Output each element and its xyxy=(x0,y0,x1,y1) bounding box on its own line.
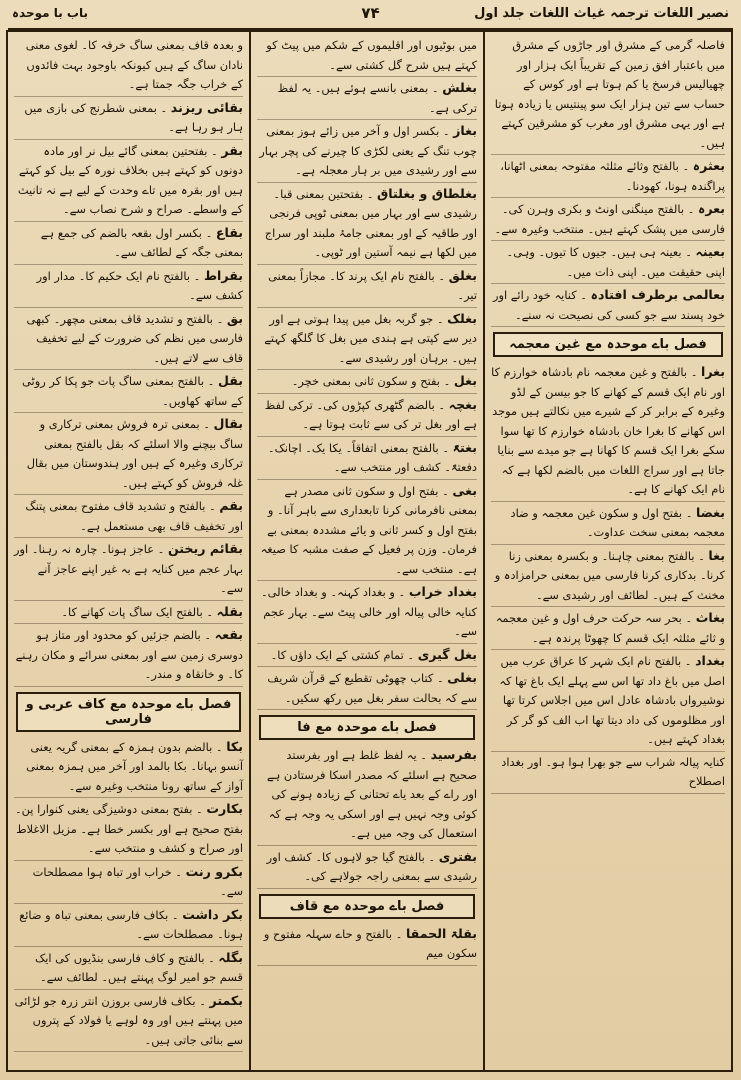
dictionary-entry: بغی ۔ بفتح اول و سکون ثانی مصدر ہے بمعنی نافرمانی کرنا تابعداری سے باہر آنا۔ و بفتح اول و کسر ثانی و یائے مشددہ بمعنی بے فرمان۔ وزن پر فعیل کے صفت مشبہ کا صیغہ ہے۔ منتخب سے۔ xyxy=(257,481,477,582)
entry-text: بفتحتین بمعنی قبا۔ رشیدی سے اور بہار میں بمعنی ٹوپی فرنجی اور طاقیہ کے اور بمعنی جامۂ ملبند اور سراج میں لکھا ہے نیمہ آستین اور ٹوپی۔ xyxy=(264,186,477,259)
entry-headword: بق xyxy=(226,310,243,326)
dictionary-entry: بقال ۔ بمعنی ترہ فروش بمعنی ترکاری و ساگ بیچنے والا اسلئے کہ بقل بالفتح بمعنی ترکاری وغیرہ کے ہیں اور ہندوستان میں بقال غلہ فروش کو کہتے ہیں۔ xyxy=(14,414,243,495)
entry-headword: بغاث xyxy=(695,610,725,625)
dictionary-entry: بغچہ ۔ بالضم گٹھری کپڑوں کی۔ ترکی لفظ ہے اور بغل تر کی سے ثابت ہوتا ہے۔ xyxy=(257,395,477,437)
section-heading: فصل باے موحدہ مع فا xyxy=(259,715,475,740)
entry-text: بمعنی بانسے ہوئے ہیں۔ یہ لفظ ترکی ہے۔ xyxy=(277,81,477,115)
entry-text: بالفتح ایک ساگ پات کھانے کا۔ xyxy=(61,604,203,619)
entry-headword: بفتری xyxy=(438,848,477,864)
entry-text: عاجز ہونا۔ چارہ نہ رہنا۔ اور بہار عجم میں کنایہ ہے بہ غیر اپنے عاجز آنے سے۔ xyxy=(14,542,243,595)
entry-text: تمام کشتی کے ایک داؤں کا۔ xyxy=(270,647,404,662)
entry-headword: بغاز xyxy=(453,123,477,138)
dictionary-entry: بکر داشت ۔ بکاف فارسی بمعنی تباہ و ضائع ہونا۔ مصطلحات سے۔ xyxy=(14,905,243,947)
entry-text: بالفتح بمعنی اتفاقاً۔ یکا یک۔ اچانک۔ دفعتۃً۔ کشف اور منتخب سے۔ xyxy=(267,440,477,474)
entry-headword: بغی xyxy=(452,482,477,498)
entry-text: بالضم بدون ہمزہ کے بمعنی گریہ یعنی آنسو بہانا۔ بکا بالمد اور آخر میں ہمزہ بمعنی آواز کے ساتھ رونا منتخب وغیرہ سے۔ xyxy=(26,739,243,793)
entry-text: بالفتح و حاے سہلہ مفتوح و سکون میم xyxy=(263,926,477,960)
dictionary-entry: بغلی ۔ کتاب چھوٹی تقطیع کے قرآن شریف سے کہ بحالت سفر بغل میں رکھ سکیں۔ xyxy=(257,668,477,710)
dictionary-entry: بفرسید ۔ یہ لفظ غلط ہے اور بفرستد صحیح ہے اسلئے کہ مصدر اسکا فرستادن ہے اور راے کے بعد یاے تحتانی کے زیادہ ہونے کی کوئی وجہ نہیں ہے اور اسکی یہ وجہ ہے کہ استعمال کی وجہ میں ہے۔ xyxy=(257,745,477,846)
entry-headword: بکا xyxy=(226,738,243,754)
dictionary-entry: بعینہ ۔ بعینہ ہی ہیں۔ جیوں کا تیوں۔ وہی۔ اپنی حقیقت میں۔ اپنی ذات میں۔ xyxy=(491,242,725,284)
entry-text: بکسر اول و آخر میں زائے ہوز بمعنی چوب تنگ کے یعنی لکڑی کا چیرنے کی پچر بہار سے اور رشیدی میں بر ہار معجلہ ہے۔ xyxy=(259,124,477,177)
entry-headword: بقائی ریزند xyxy=(170,99,243,115)
middle-column xyxy=(249,32,485,1070)
dictionary-entry: بکا ۔ بالضم بدون ہمزہ کے بمعنی گریہ یعنی آنسو بہانا۔ بکا بالمد اور آخر میں ہمزہ بمعنی آواز کے ساتھ رونا منتخب وغیرہ سے۔ xyxy=(14,737,243,799)
entry-text: و بغداد کہنہ۔ و بغداد خالی۔ کنایہ خالی پیالہ اور خالی پیٹ سے۔ بہار عجم سے۔ xyxy=(261,585,477,638)
entry-headword: بغلی xyxy=(447,670,477,685)
entry-headword: بقلۃ الحمقا xyxy=(405,925,477,941)
entry-headword: بقال xyxy=(213,416,243,431)
dictionary-entry: بقلۃ الحمقا ۔ بالفتح و حاے سہلہ مفتوح و سکون میم xyxy=(257,924,477,966)
entry-text: فاصلہ گرمی کے مشرق اور جاڑوں کے مشرق میں باعتبار افق زمین کے تقریباً ایک ہزار اور چھیالیس فرسخ یا کم ہوتا ہے اور کوس کے حساب سے تین ہزار ایک سو پینتیس یا زیادہ ہوتا ہے اور یہی مشرق اور مغرب کو مشرقین کہتے ہیں۔ xyxy=(494,38,725,150)
dictionary-entry: بقائی ریزند ۔ بمعنی شطرنج کی بازی میں ہار ہو رہا ہے۔ xyxy=(14,98,243,140)
entry-text: کنایہ خود رائے اور خود پسند سے جو کسی کی نصیحت نہ سنے۔ xyxy=(492,288,725,322)
dictionary-entry xyxy=(491,36,725,155)
entry-headword: بغا xyxy=(708,547,725,563)
entry-text: بالضم گٹھری کپڑوں کی۔ ترکی لفظ ہے اور بغل تر کی سے ثابت ہوتا ہے۔ xyxy=(264,397,477,431)
dictionary-entry: بقراط ۔ بالفتح نام ایک حکیم کا۔ مدار اور کشف سے۔ xyxy=(14,266,243,308)
entry-headword: بقم xyxy=(219,498,243,513)
dictionary-entry: بقائم ریختن ۔ عاجز ہونا۔ چارہ نہ رہنا۔ اور بہار عجم میں کنایہ ہے بہ غیر اپنے عاجز آنے سے۔ xyxy=(14,539,243,601)
entry-text: بمعنی شطرنج کی بازی میں ہار ہو رہا ہے۔ xyxy=(24,100,243,134)
dictionary-entry: بقم ۔ بالفتح و تشدید قاف مفتوح بمعنی پتنگ اور تخفیف قاف بھی مستعمل ہے۔ xyxy=(14,496,243,538)
dictionary-entry: بغا ۔ بالفتح بمعنی چاہنا۔ و بکسرہ بمعنی زنا کرنا۔ بدکاری کرنا فارسی میں بمعنی حرامزادہ و مخنث کے ہیں۔ لطائف اور رشیدی سے۔ xyxy=(491,546,725,608)
entry-headword: بغلق xyxy=(448,267,477,283)
columns-frame xyxy=(6,30,733,1072)
section-heading: فصل باے موحدہ مع قاف xyxy=(259,894,475,919)
right-column xyxy=(485,32,731,1070)
dictionary-entry: بفتری ۔ بالفتح گیا جو لاہوں کا۔ کشف اور رشیدی سے بمعنی راجہ جولاہے کی۔ xyxy=(257,847,477,889)
entry-headword: بقر xyxy=(221,142,243,158)
entry-headword: بغلطاق و بغلتاق xyxy=(377,185,477,201)
entry-headword: بقل xyxy=(217,373,243,388)
dictionary-entry: بغلک ۔ جو گربہ بغل میں پیدا ہوتی ہے اور دیر سے کپتی ہے ہندی میں بغل کا گلگھ کہتے ہیں۔ برہان اور رشیدی سے۔ xyxy=(257,309,477,371)
entry-text: بالفتح و غین معجمہ نام بادشاہ خوارزم کا اور نام ایک قسم کے کھانے کا جو بیسن کے لڈو وغیرہ کے برابر کر کے شیرے میں نکالتے ہیں موجد اس کھانے کا بغرا خان بادشاہ خوارزم کا تھا سوا سکے بغرا ایک قسم کا کھانا ہے جو میدے سے بنایا جاتا ہے اور سراج اللغات میں بالضم لکھا ہے کہ نام ایک کھانے کا ہے۔ xyxy=(491,365,725,496)
entry-headword: بغلک xyxy=(447,310,477,326)
left-column xyxy=(8,32,249,1070)
entry-text: بکاف فارسی بمعنی تباہ و ضائع ہونا۔ مصطلحات سے۔ xyxy=(19,907,243,941)
section-heading: فصل باے موحدہ مع کاف عربی و فارسی xyxy=(16,692,241,732)
entry-text: بالفتح نام ایک حکیم کا۔ مدار اور کشف سے۔ xyxy=(36,268,243,302)
entry-headword: بقاع xyxy=(215,224,243,240)
entry-headword: بغلش xyxy=(442,80,477,95)
dictionary-entry: بقعہ ۔ بالضم جزئیں کو محدود اور متاز ہو دوسری زمین سے اور بمعنی سرائے و مکان رہنے کا۔ و خانقاہ و مندر۔ xyxy=(14,625,243,687)
entry-headword: بغرا xyxy=(701,364,725,379)
entry-text: بالفتح بمعنی ساگ پات جو پکا کر روٹی کے ساتھ کھاویں۔ xyxy=(22,374,243,408)
dictionary-entry: بغاث ۔ بحر سہ حرکت حرف اول و غین معجمہ و ثائے مثلثہ ایک قسم کا چھوٹا پرندہ ہے۔ xyxy=(491,608,725,650)
dictionary-entry: بغضا ۔ بفتح اول و سکون غین معجمہ و ضاد معجمہ بمعنی سخت عداوت۔ xyxy=(491,503,725,545)
dictionary-entry: بقل ۔ بالفتح بمعنی ساگ پات جو پکا کر روٹی کے ساتھ کھاویں۔ xyxy=(14,371,243,413)
entry-headword: بغداد xyxy=(695,653,725,668)
dictionary-entry: بغداد خراب ۔ و بغداد کہنہ۔ و بغداد خالی۔ کنایہ خالی پیالہ اور خالی پیٹ سے۔ بہار عجم سے۔ xyxy=(257,582,477,644)
entry-headword: بغداد خراب xyxy=(408,584,477,599)
dictionary-entry: بعالمی برطرف افتادہ ۔ کنایہ خود رائے اور خود پسند سے جو کسی کی نصیحت نہ سنے۔ xyxy=(491,285,725,327)
entry-text: بکسر اول بقعہ بالضم کی جمع ہے بمعنی جگہ کے لطائف سے۔ xyxy=(40,225,243,259)
entry-headword: بعثرہ xyxy=(692,158,725,173)
entry-text: کتاب چھوٹی تقطیع کے قرآن شریف سے کہ بحالت سفر بغل میں رکھ سکیں۔ xyxy=(267,671,477,705)
entry-text: بفتح اول و سکون غین معجمہ و ضاد معجمہ بمعنی سخت عداوت۔ xyxy=(510,505,725,539)
page-number: ۷۴ xyxy=(361,4,380,22)
dictionary-entry: بغلش ۔ بمعنی بانسے ہوئے ہیں۔ یہ لفظ ترکی ہے۔ xyxy=(257,78,477,120)
dictionary-entry: بکارت ۔ بفتح بمعنی دوشیزگی یعنی کنوارا پن۔ بفتح صحیح ہے اور بکسر خطا ہے۔ مزیل الاغلاط اور صراح و کشف و منتخب سے۔ xyxy=(14,799,243,861)
entry-text: بالفتح نام ایک شہر کا عراق عرب میں اصل میں باغ داد تھا اس سے پہلے ایک باغ تھا کہ نوشیرواں بادشاہ عادل اس میں اجلاس کرتا تھا اور مظلوموں کی داد دیتا تھا اب الف کو گر کر بغداد کہتے ہیں۔ xyxy=(499,654,725,746)
entry-text: بالفتح و تشدید قاف بمعنی مچھر۔ کبھی فارسی میں نظم کی ضرورت کے لیے تخفیف قاف سے لاتے ہیں۔ xyxy=(26,311,243,365)
entry-text: یہ لفظ غلط ہے اور بفرستد صحیح ہے اسلئے کہ مصدر اسکا فرستادن ہے اور راے کے بعد یاے تحتانی کے زیادہ ہونے کی کوئی وجہ نہیں ہے اور اسکی یہ وجہ ہے کہ استعمال کی وجہ میں ہے۔ xyxy=(266,748,477,840)
entry-headword: بقائم ریختن xyxy=(167,541,243,556)
entry-headword: بقراط xyxy=(203,267,243,283)
book-title: نصیر اللغات ترجمہ غیاث اللغات جلد اول xyxy=(474,6,729,21)
dictionary-entry: بغداد ۔ بالفتح نام ایک شہر کا عراق عرب میں اصل میں باغ داد تھا اس سے پہلے ایک باغ تھا کہ نوشیرواں بادشاہ عادل اس میں اجلاس کرتا تھا اور مظلوموں کی داد دیتا تھا اب الف کو گر کر بغداد کہتے ہیں۔ xyxy=(491,651,725,752)
entry-headword: بقعہ xyxy=(214,627,243,642)
entry-headword: بعالمی برطرف افتادہ xyxy=(590,287,725,302)
dictionary-entry: بکمتر ۔ بکاف فارسی بروزن انتر زرہ جو لڑائی میں پہنتے ہیں اور وہ لوہے یا فولاد کے پتروں سے بنائی جاتی ہیں۔ xyxy=(14,991,243,1053)
entry-text: بالفتح نام ایک پرند کا۔ مجازاً بمعنی تیر۔ xyxy=(268,268,477,302)
entry-text: بالفتح بمعنی چاہنا۔ و بکسرہ بمعنی زنا کرنا۔ بدکاری کرنا فارسی میں بمعنی حرامزادہ و مخنث کے ہیں۔ لطائف اور رشیدی سے۔ xyxy=(494,548,725,602)
entry-text: بالفتح و کاف فارسی بنڈیوں کی ایک قسم جو امیر لوگ پہنتے ہیں۔ لطائف سے۔ xyxy=(35,950,243,984)
entry-headword: بفرسید xyxy=(430,747,477,762)
entry-text: بفتح اول و سکون ثانی مصدر ہے بمعنی نافرمانی کرنا تابعداری سے باہر آنا۔ و بفتح اول و کسر ثانی و یائے مشددہ بمعنی بے فرمان۔ وزن پر فعیل کے صفت مشبہ کا صیغہ ہے۔ منتخب سے۔ xyxy=(260,483,477,576)
entry-headword: بغل xyxy=(453,373,477,388)
dictionary-entry: بغرا ۔ بالفتح و غین معجمہ نام بادشاہ خوارزم کا اور نام ایک قسم کے کھانے کا جو بیسن کے لڈو وغیرہ کے برابر کر کے شیرے میں نکالتے ہیں موجد اس کھانے کا بغرا خان بادشاہ خوارزم کا تھا سوا سکے بغرا ایک قسم کا کھانا ہے جو میدے سے بنایا جاتا ہے اور سراج اللغات میں بالضم لکھا ہے کہ نام ایک کھانے کا ہے۔ xyxy=(491,362,725,502)
entry-headword: بعرہ xyxy=(697,201,725,216)
entry-headword: بغضا xyxy=(696,504,725,520)
entry-text: بعینہ ہی ہیں۔ جیوں کا تیوں۔ وہی۔ اپنی حقیقت میں۔ اپنی ذات میں۔ xyxy=(506,245,725,279)
entry-headword: بکارت xyxy=(206,801,243,816)
dictionary-entry: بغلطاق و بغلتاق ۔ بفتحتین بمعنی قبا۔ رشیدی سے اور بہار میں بمعنی ٹوپی فرنجی اور طاقیہ کے اور بمعنی جامۂ ملبند اور سراج میں لکھا ہے نیمہ آستین اور ٹوپی۔ xyxy=(257,184,477,265)
dictionary-entry: بغتۃً ۔ بالفتح بمعنی اتفاقاً۔ یکا یک۔ اچانک۔ دفعتۃً۔ کشف اور منتخب سے۔ xyxy=(257,438,477,480)
entry-headword: بعینہ xyxy=(695,244,725,259)
entry-headword: بقلہ xyxy=(216,603,243,619)
dictionary-entry: بقلہ ۔ بالفتح ایک ساگ پات کھانے کا۔ xyxy=(14,602,243,625)
entry-text: و بعدہ قاف بمعنی ساگ خرفہ کا۔ لغوی معنی نادان ساگ کے ہیں کیونکہ باوجود بہت فائدوں کے خراب جگہ جمتا ہے۔ xyxy=(25,38,243,91)
entry-headword: بغل گیری xyxy=(417,646,477,662)
dictionary-entry xyxy=(257,36,477,77)
dictionary-entry: بعرہ ۔ بالفتح مینگنی اونٹ و بکری وہرن کی۔ فارسی میں پشک کہتے ہیں۔ منتخب وغیرہ سے۔ xyxy=(491,199,725,241)
entry-text: بالفتح و تشدید قاف مفتوح بمعنی پتنگ اور تخفیف قاف بھی مستعمل ہے۔ xyxy=(25,499,243,533)
dictionary-entry: بکرو رنت ۔ خراب اور تباہ ہوا مصطلحات سے۔ xyxy=(14,862,243,904)
entry-text: بالضم جزئیں کو محدود اور متاز ہو دوسری زمین سے اور بمعنی سرائے و مکان رہنے کا۔ و خانقاہ و مندر۔ xyxy=(15,628,243,681)
chapter-title: باب با موحدہ xyxy=(12,6,89,20)
entry-text: بالفتح وثائے مثلثہ مفتوحہ بمعنی اٹھانا، پراگندہ ہونا، کھودنا۔ xyxy=(500,159,725,193)
dictionary-entry: بق ۔ بالفتح و تشدید قاف بمعنی مچھر۔ کبھی فارسی میں نظم کی ضرورت کے لیے تخفیف قاف سے لاتے ہیں۔ xyxy=(14,309,243,371)
dictionary-entry xyxy=(14,36,243,97)
entry-text: بالفتح مینگنی اونٹ و بکری وہرن کی۔ فارسی میں پشک کہتے ہیں۔ منتخب وغیرہ سے۔ xyxy=(494,202,725,236)
entry-text: بالفتح گیا جو لاہوں کا۔ کشف اور رشیدی سے بمعنی راجہ جولاہے کی۔ xyxy=(266,849,477,883)
entry-text: خراب اور تباہ ہوا مصطلحات سے۔ xyxy=(32,864,243,898)
dictionary-entry: بغل گیری ۔ تمام کشتی کے ایک داؤں کا۔ xyxy=(257,645,477,668)
entry-text: جو گربہ بغل میں پیدا ہوتی ہے اور دیر سے کپتی ہے ہندی میں بغل کا گلگھ کہتے ہیں۔ برہان اور رشیدی سے۔ xyxy=(264,311,477,365)
entry-text: کنایہ پیالہ شراب سے جو بھرا ہوا ہو۔ اور بغداد اصطلاح xyxy=(501,754,725,788)
entry-headword: بکرو رنت xyxy=(185,863,243,879)
entry-headword: بگلہ xyxy=(218,949,243,965)
entry-text: بفتحتین بمعنی گائے بیل نر اور مادہ دونوں کو کہتے ہیں بخلاف نورہ کے بیل کو کہتے ہیں اور بقرہ میں تاے وحدت کے لیے ہے نہ تانیث کے واسطے۔ صراح و شرح نصاب سے۔ xyxy=(17,143,243,216)
page-header xyxy=(8,4,733,30)
dictionary-entry xyxy=(491,753,725,794)
entry-text: بکاف فارسی بروزن انتر زرہ جو لڑائی میں پہنتے ہیں اور وہ لوہے یا فولاد کے پتروں سے بنائی جاتی ہیں۔ xyxy=(14,993,243,1047)
entry-headword: بکر داشت xyxy=(182,906,243,922)
section-heading: فصل باے موحدہ مع غین معجمہ xyxy=(493,332,723,357)
dictionary-entry: بعثرہ ۔ بالفتح وثائے مثلثہ مفتوحہ بمعنی اٹھانا، پراگندہ ہونا، کھودنا۔ xyxy=(491,156,725,198)
entry-text: بفتح بمعنی دوشیزگی یعنی کنوارا پن۔ بفتح صحیح ہے اور بکسر خطا ہے۔ مزیل الاغلاط اور صراح و کشف و منتخب سے۔ xyxy=(14,802,243,855)
dictionary-entry: بقاع ۔ بکسر اول بقعہ بالضم کی جمع ہے بمعنی جگہ کے لطائف سے۔ xyxy=(14,223,243,265)
dictionary-entry: بغاز ۔ بکسر اول و آخر میں زائے ہوز بمعنی چوب تنگ کے یعنی لکڑی کا چیرنے کی پچر بہار سے اور رشیدی میں بر ہار معجلہ ہے۔ xyxy=(257,121,477,183)
dictionary-entry: بغل ۔ بفتح و سکون ثانی بمعنی خچر۔ xyxy=(257,371,477,394)
entry-text: بمعنی ترہ فروش بمعنی ترکاری و ساگ بیچنے والا اسلئے کہ بقل بالفتح بمعنی ترکاری وغیرہ کے ہیں اور ہندوستان میں بقال غلہ فروش کو کہتے ہیں۔ xyxy=(26,417,243,490)
dictionary-entry: بقر ۔ بفتحتین بمعنی گائے بیل نر اور مادہ دونوں کو کہتے ہیں بخلاف نورہ کے بیل کو کہتے ہیں اور بقرہ میں تاے وحدت کے لیے ہے نہ تانیث کے واسطے۔ صراح و شرح نصاب سے۔ xyxy=(14,141,243,222)
entry-text: میں بوٹیوں اور اقلیموں کے شکم میں پیٹ کو کہتے ہیں شرح گل کشتی سے۔ xyxy=(266,38,477,72)
dictionary-entry: بغلق ۔ بالفتح نام ایک پرند کا۔ مجازاً بمعنی تیر۔ xyxy=(257,266,477,308)
entry-headword: بکمتر xyxy=(209,992,243,1008)
entry-text: بحر سہ حرکت حرف اول و غین معجمہ و ثائے مثلثہ ایک قسم کا چھوٹا پرندہ ہے۔ xyxy=(495,611,725,645)
entry-text: بفتح و سکون ثانی بمعنی خچر۔ xyxy=(291,374,440,388)
entry-headword: بغتۃً xyxy=(452,439,477,455)
entry-headword: بغچہ xyxy=(448,396,477,412)
dictionary-entry: بگلہ ۔ بالفتح و کاف فارسی بنڈیوں کی ایک قسم جو امیر لوگ پہنتے ہیں۔ لطائف سے۔ xyxy=(14,948,243,990)
